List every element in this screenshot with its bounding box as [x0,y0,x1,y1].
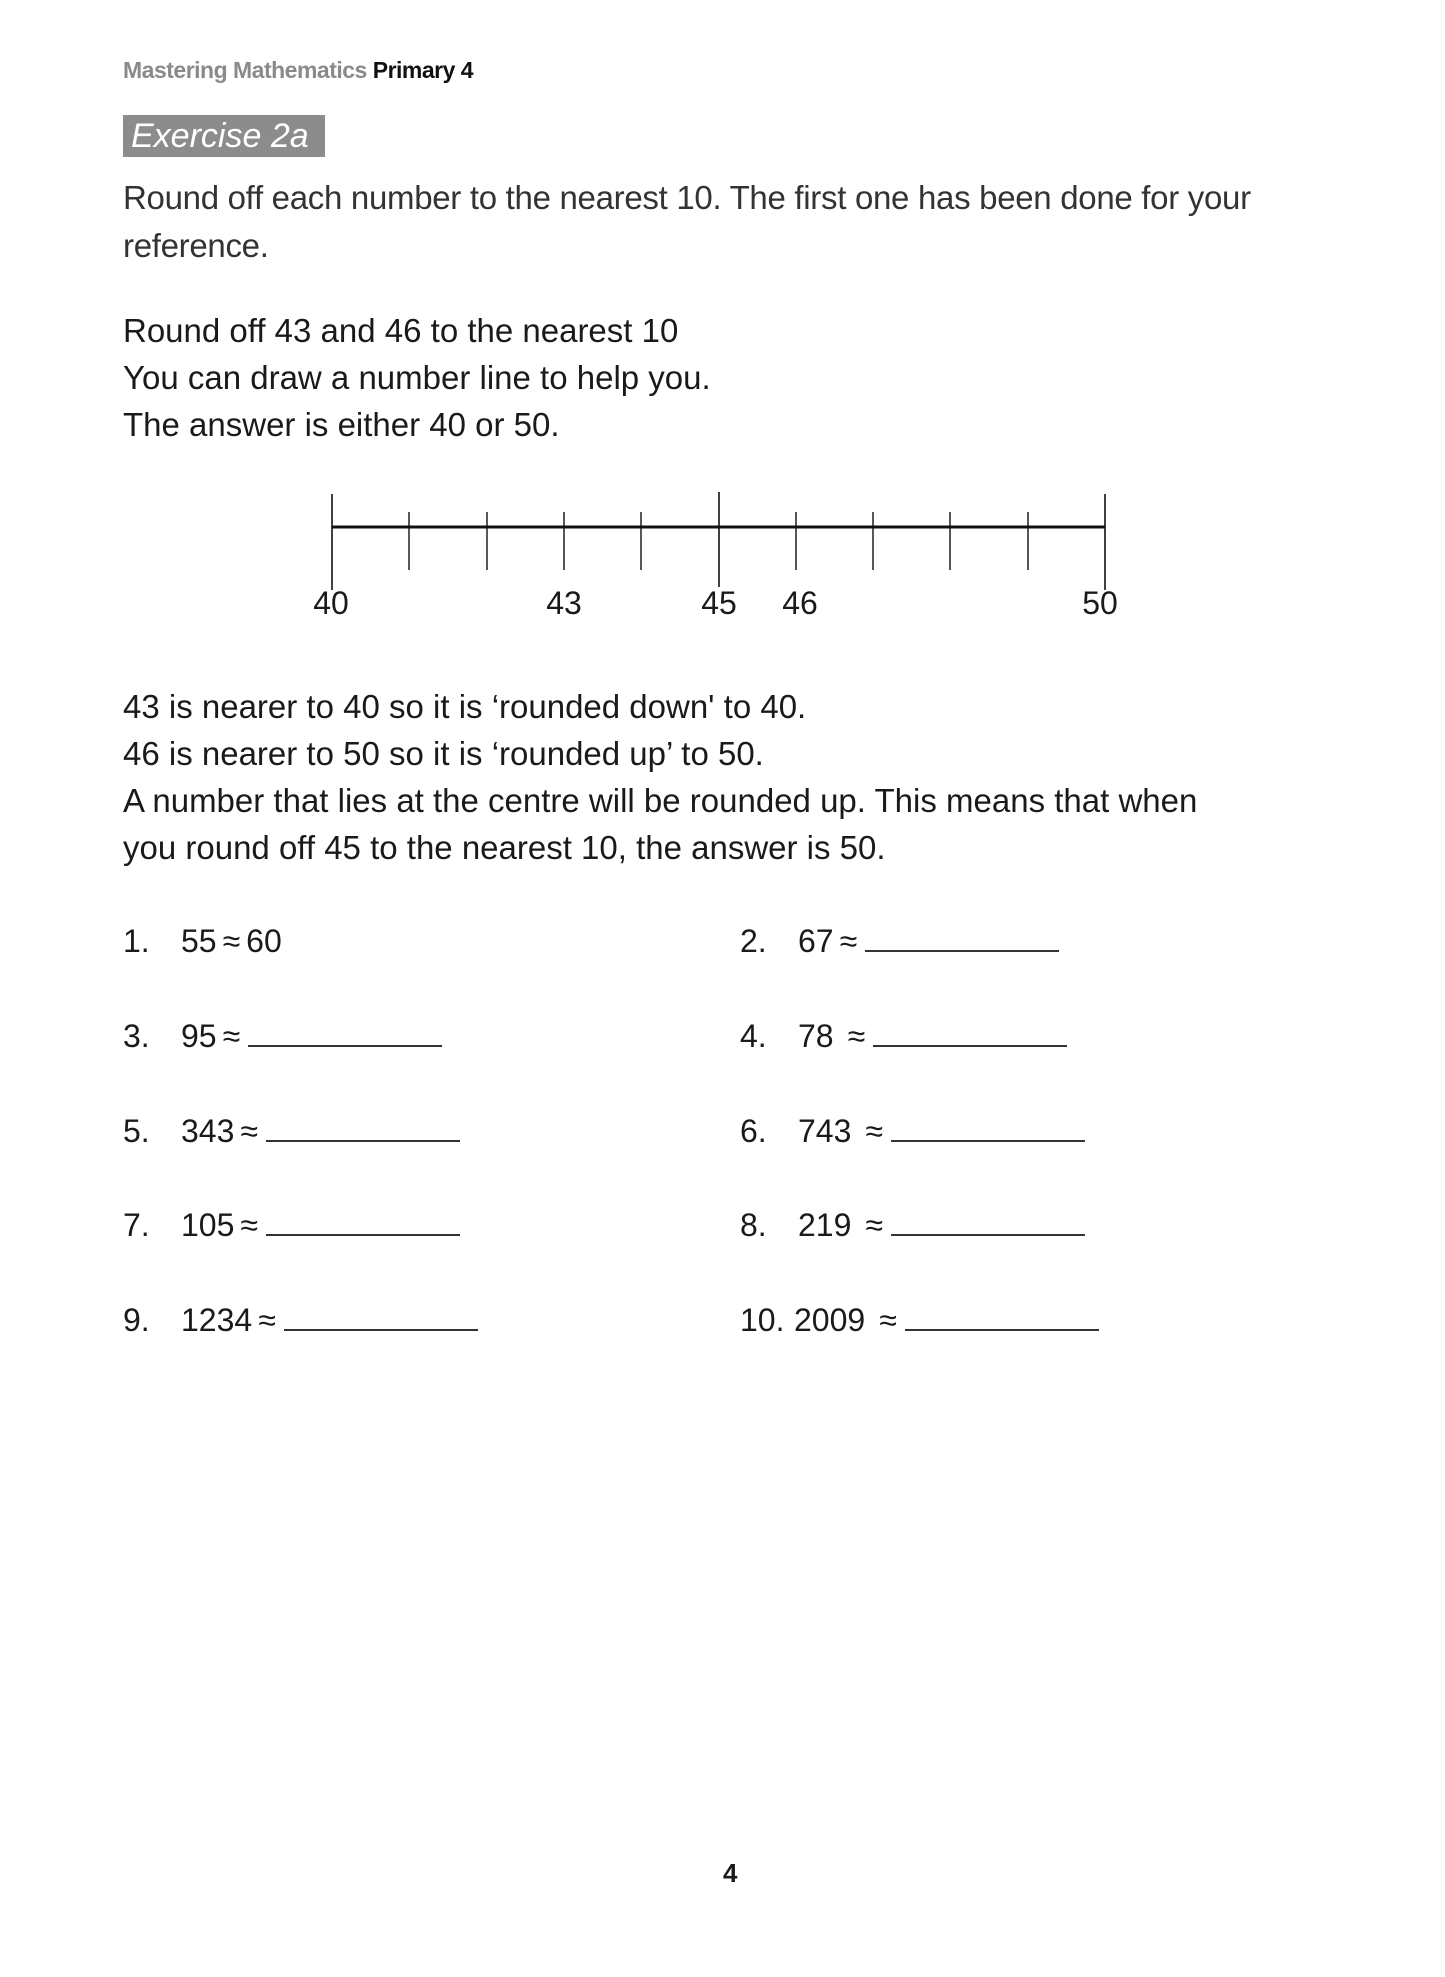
question-number: 8. [740,1207,767,1243]
answer-blank[interactable] [891,1139,1085,1142]
question-number: 3. [123,1018,150,1054]
explanation-line-4: you round off 45 to the nearest 10, the answer is 50. [123,829,886,866]
example-line-2: You can draw a number line to help you. [123,359,711,396]
approx-symbol: ≈ [839,923,858,959]
question-number: 10. [740,1302,785,1338]
answer-blank[interactable] [266,1233,460,1236]
page-number: 4 [723,1858,738,1888]
number-line-label-50: 50 [1082,585,1118,621]
answer-blank[interactable] [248,1044,442,1047]
approx-symbol: ≈ [847,1018,866,1054]
question-value: 67 [798,923,834,959]
question-number: 2. [740,923,767,959]
question-value: 743 [798,1113,852,1149]
question-3 [123,1018,442,1055]
question-4 [740,1018,1067,1055]
question-value: 219 [798,1207,852,1243]
question-number: 1. [123,923,150,959]
question-value: 343 [181,1113,235,1149]
book-level: Primary 4 [372,57,474,83]
instruction-line-2: reference. [123,227,269,264]
number-line-label-40: 40 [313,585,349,621]
question-6 [740,1113,1085,1150]
approx-symbol: ≈ [865,1113,883,1149]
book-series-title: Mastering Mathematics [123,57,367,83]
answer-blank[interactable] [865,949,1059,952]
example-line-1: Round off 43 and 46 to the nearest 10 [123,312,679,349]
number-line-label-46: 46 [782,585,818,621]
question-value: 55 [181,923,217,959]
question-number: 5. [123,1113,150,1149]
approx-symbol: ≈ [222,1018,241,1054]
question-value: 105 [181,1207,235,1243]
approx-symbol: ≈ [222,923,241,959]
question-7 [123,1207,460,1244]
question-number: 6. [740,1113,767,1149]
question-number: 7. [123,1207,150,1243]
approx-symbol: ≈ [240,1113,258,1149]
question-5 [123,1113,460,1150]
number-line-label-43: 43 [546,585,582,621]
question-number: 9. [123,1302,150,1338]
question-answer: 60 [246,923,282,959]
explanation-line-2: 46 is nearer to 50 so it is ‘rounded up’ to 50. [123,735,764,772]
explanation-line-1: 43 is nearer to 40 so it is ‘rounded down' to 40. [123,688,807,725]
answer-blank[interactable] [905,1328,1099,1331]
answer-blank[interactable] [873,1044,1067,1047]
question-value: 78 [798,1018,834,1054]
number-line-label-45: 45 [701,585,737,621]
question-1 [123,923,282,960]
question-number: 4. [740,1018,767,1054]
question-10 [740,1302,1099,1339]
question-value: 1234 [181,1302,253,1338]
approx-symbol: ≈ [240,1207,258,1243]
answer-blank[interactable] [284,1328,478,1331]
example-line-3: The answer is either 40 or 50. [123,406,560,443]
explanation-line-3: A number that lies at the centre will be rounded up. This means that when [123,782,1198,819]
instruction-line-1: Round off each number to the nearest 10. The first one has been done for your [123,179,1251,216]
exercise-title: Exercise 2a [131,117,309,155]
answer-blank[interactable] [891,1233,1085,1236]
question-value: 2009 [794,1302,866,1338]
question-8 [740,1207,1085,1244]
question-9 [123,1302,478,1339]
question-2 [740,923,1059,960]
approx-symbol: ≈ [879,1302,897,1338]
answer-blank[interactable] [266,1139,460,1142]
question-value: 95 [181,1018,217,1054]
approx-symbol: ≈ [865,1207,883,1243]
approx-symbol: ≈ [258,1302,276,1338]
